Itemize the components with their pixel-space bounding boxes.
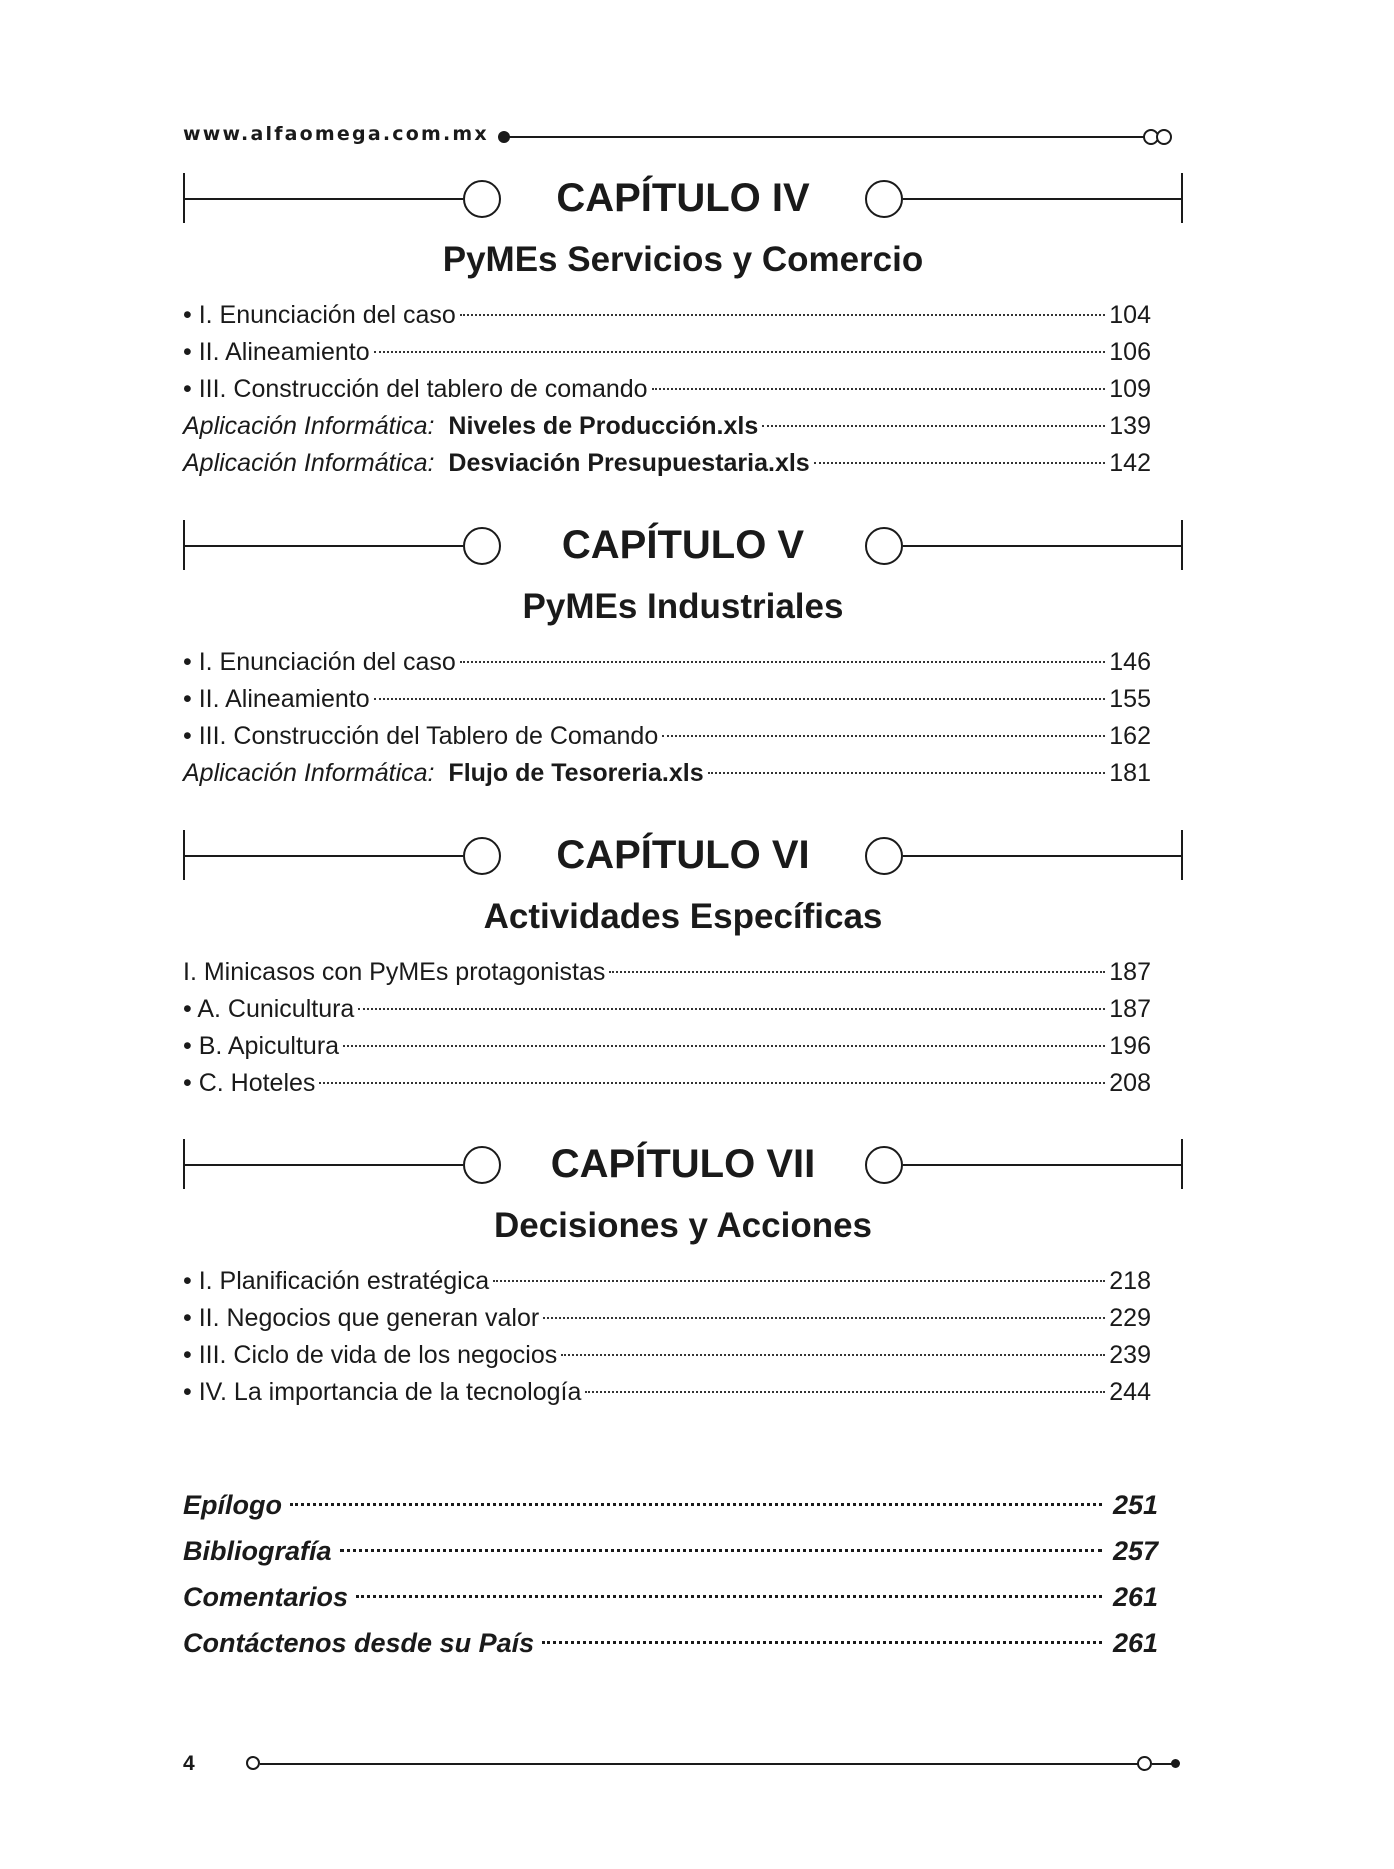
toc-entry[interactable]: I. Minicasos con PyMEs protagonistas 187: [183, 954, 1151, 991]
page-ref: 261: [1112, 1582, 1158, 1612]
chapter-subtitle: PyMEs Industriales: [522, 587, 844, 626]
toc-entry[interactable]: • I. Planificación estratégica 218: [183, 1263, 1151, 1300]
toc-entry[interactable]: • I. Enunciación del caso 146: [183, 644, 1151, 681]
toc-list: [183, 1263, 1151, 1411]
footer-rule: [1152, 1763, 1172, 1765]
header-rule: [508, 136, 1144, 138]
circle-icon: [463, 837, 501, 875]
chapter-subtitle: Actividades Específicas: [483, 897, 883, 936]
back-matter-list: [183, 1482, 1158, 1666]
chapter-banner: [183, 515, 1183, 575]
toc-entry[interactable]: • III. Construcción del tablero de comando 109: [183, 371, 1151, 408]
chapter-title: CAPÍTULO IV: [556, 176, 810, 220]
page-ref: 162: [1109, 722, 1151, 750]
page-ref: 109: [1109, 375, 1151, 403]
toc-entry[interactable]: Aplicación Informática: Desviación Presupuestaria.xls 142: [183, 445, 1151, 482]
footer-ring-icon: [1137, 1756, 1152, 1771]
toc-entry[interactable]: Aplicación Informática: Flujo de Tesoreria.xls 181: [183, 755, 1151, 792]
footer-dot-icon: [1171, 1759, 1180, 1768]
page-ref: 244: [1109, 1378, 1151, 1406]
circle-icon: [463, 1146, 501, 1184]
site-url: www.alfaomega.com.mx: [183, 123, 489, 145]
page-ref: 155: [1109, 685, 1151, 713]
page-ref: 106: [1109, 338, 1151, 366]
toc-entry[interactable]: • IV. La importancia de la tecnología 244: [183, 1374, 1151, 1411]
page-ref: 218: [1109, 1267, 1151, 1295]
page-ref: 208: [1109, 1069, 1151, 1097]
circle-icon: [463, 180, 501, 218]
chapter-banner: [183, 1134, 1183, 1194]
footer-ring-icon: [246, 1756, 260, 1770]
page-ref: 261: [1112, 1628, 1158, 1658]
toc-entry[interactable]: • II. Alineamiento 155: [183, 681, 1151, 718]
page-number: 4: [183, 1752, 195, 1775]
toc-list: [183, 954, 1151, 1102]
chapter-title: CAPÍTULO VII: [550, 1142, 816, 1186]
chapter-banner: [183, 168, 1183, 228]
circle-icon: [865, 837, 903, 875]
toc-entry-epilogue[interactable]: Epílogo 251: [183, 1482, 1158, 1528]
toc-entry[interactable]: • B. Apicultura 196: [183, 1028, 1151, 1065]
toc-entry[interactable]: • II. Alineamiento 106: [183, 334, 1151, 371]
chapter-subtitle: PyMEs Servicios y Comercio: [442, 240, 924, 279]
chapter-title: CAPÍTULO V: [561, 523, 805, 567]
header-ring-icon: [1156, 129, 1172, 145]
page-ref: 229: [1109, 1304, 1151, 1332]
toc-entry[interactable]: • III. Ciclo de vida de los negocios 239: [183, 1337, 1151, 1374]
toc-entry-contact[interactable]: Contáctenos desde su País 261: [183, 1620, 1158, 1666]
chapter-title: CAPÍTULO VI: [556, 833, 810, 877]
footer-rule: [260, 1763, 1138, 1765]
page-ref: 187: [1109, 995, 1151, 1023]
toc-entry[interactable]: • I. Enunciación del caso 104: [183, 297, 1151, 334]
page-ref: 187: [1109, 958, 1151, 986]
page-ref: 146: [1109, 648, 1151, 676]
toc-entry-comments[interactable]: Comentarios 261: [183, 1574, 1158, 1620]
page-ref: 196: [1109, 1032, 1151, 1060]
chapter-subtitle: Decisiones y Acciones: [493, 1206, 873, 1245]
toc-entry[interactable]: • II. Negocios que generan valor 229: [183, 1300, 1151, 1337]
toc-entry[interactable]: • C. Hoteles 208: [183, 1065, 1151, 1102]
page-ref: 142: [1109, 449, 1151, 477]
toc-entry[interactable]: • A. Cunicultura 187: [183, 991, 1151, 1028]
chapter-banner: [183, 825, 1183, 885]
page-ref: 181: [1109, 759, 1151, 787]
circle-icon: [865, 527, 903, 565]
page-ref: 251: [1112, 1490, 1158, 1520]
toc-list: [183, 644, 1151, 792]
toc-entry-bibliography[interactable]: Bibliografía 257: [183, 1528, 1158, 1574]
toc-entry[interactable]: • III. Construcción del Tablero de Comando 162: [183, 718, 1151, 755]
circle-icon: [463, 527, 501, 565]
toc-list: [183, 297, 1151, 482]
circle-icon: [865, 1146, 903, 1184]
page-ref: 104: [1109, 301, 1151, 329]
toc-entry[interactable]: Aplicación Informática: Niveles de Producción.xls 139: [183, 408, 1151, 445]
page-ref: 139: [1109, 412, 1151, 440]
circle-icon: [865, 180, 903, 218]
page-ref: 239: [1109, 1341, 1151, 1369]
page-ref: 257: [1112, 1536, 1158, 1566]
